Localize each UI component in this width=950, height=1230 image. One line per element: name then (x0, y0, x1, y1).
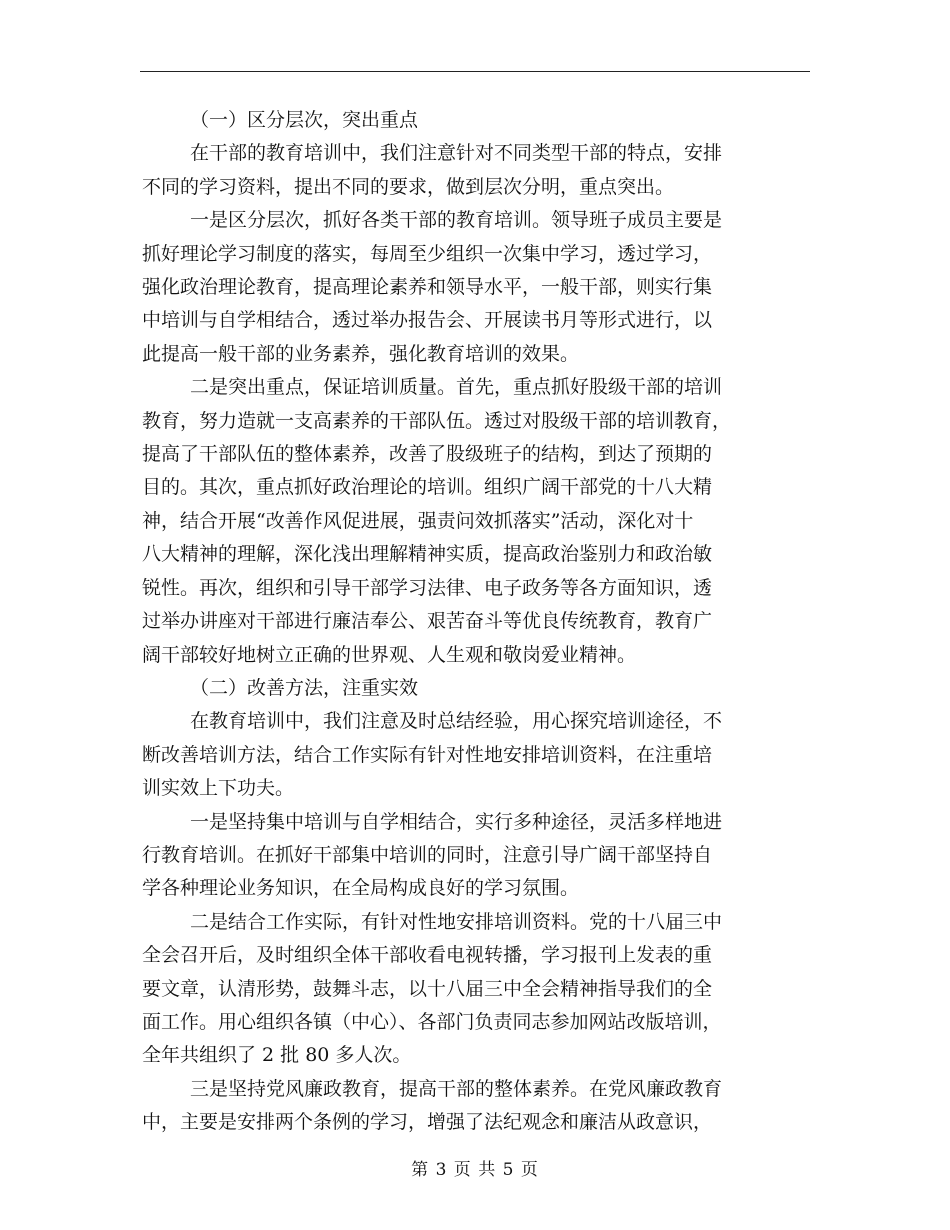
paragraph (142, 1073, 810, 1140)
header-rule (140, 71, 810, 72)
text-line: 在干部的教育培训中，我们注意针对不同类型干部的特点，安排 (190, 142, 723, 165)
section-heading-1: （一）区分层次，突出重点 (190, 109, 419, 131)
text-line: 八大精神的理解，深化浅出理解精神实质，提高政治鉴别力和政治敏 (142, 543, 713, 566)
text-line: 全年共组织了 2 批 80 多人次。 (142, 1044, 412, 1067)
text-line: 三是坚持党风廉政教育，提高干部的整体素养。在党风廉政教育 (190, 1077, 723, 1100)
text-line: 此提高一般干部的业务素养，强化教育培训的效果。 (142, 342, 580, 365)
text-line: 学各种理论业务知识，在全局构成良好的学习氛围。 (142, 877, 580, 900)
text-line: 要文章，认清形势，鼓舞斗志，以十八届三中全会精神指导我们的全 (142, 977, 713, 1000)
paragraph (142, 137, 810, 204)
text-line: 阔干部较好地树立正确的世界观、人生观和敬岗爱业精神。 (142, 643, 637, 666)
paragraph (142, 806, 810, 906)
paragraph (142, 906, 810, 1073)
text-line: 强化政治理论教育，提高理论素养和领导水平，一般干部，则实行集 (142, 276, 713, 299)
text-line: 锐性。再次，组织和引导干部学习法律、电子政务等各方面知识，透 (142, 576, 713, 599)
text-line: 行教育培训。在抓好干部集中培训的同时，注意引导广阔干部坚持自 (142, 843, 713, 866)
text-line: 训实效上下功夫。 (142, 777, 295, 800)
paragraph (142, 371, 810, 672)
text-line: 面工作。用心组织各镇（中心）、各部门负责同志参加网站改版培训， (142, 1010, 722, 1033)
text-line: 二是突出重点，保证培训质量。首先，重点抓好股级干部的培训 (190, 376, 723, 399)
section-heading-2: （二）改善方法，注重实效 (190, 676, 419, 699)
text-line: 在教育培训中，我们注意及时总结经验，用心探究培训途径，不 (190, 710, 723, 733)
text-line: 神，结合开展“改善作风促进展，强责问效抓落实”活动，深化对十 (142, 509, 694, 532)
text-line: 不同的学习资料，提出不同的要求，做到层次分明，重点突出。 (142, 175, 675, 198)
paragraph (142, 204, 810, 371)
text-line: 一是区分层次，抓好各类干部的教育培训。领导班子成员主要是 (190, 209, 723, 232)
text-line: 中培训与自学相结合，透过举办报告会、开展读书月等形式进行，以 (142, 309, 713, 332)
text-line: 一是坚持集中培训与自学相结合，实行多种途径，灵活多样地进 (190, 810, 723, 833)
document-body (142, 104, 810, 1140)
text-line: 断改善培训方法，结合工作实际有针对性地安排培训资料，在注重培 (142, 743, 713, 766)
text-line: 中，主要是安排两个条例的学习，增强了法纪观念和廉洁从政意识， (142, 1111, 713, 1134)
text-line: 目的。其次，重点抓好政治理论的培训。组织广阔干部党的十八大精 (142, 476, 713, 499)
paragraph (142, 705, 810, 805)
text-line: 过举办讲座对干部进行廉洁奉公、艰苦奋斗等优良传统教育，教育广 (142, 610, 713, 633)
text-line: 教育，努力造就一支高素养的干部队伍。透过对股级干部的培训教育， (142, 409, 732, 432)
text-line: 二是结合工作实际，有针对性地安排培训资料。党的十八届三中 (190, 910, 723, 933)
text-line: 抓好理论学习制度的落实，每周至少组织一次集中学习，透过学习， (142, 242, 713, 265)
page-number: 第 3 页 共 5 页 (411, 1160, 539, 1180)
text-line: 提高了干部队伍的整体素养，改善了股级班子的结构，到达了预期的 (142, 443, 713, 466)
text-line: 全会召开后，及时组织全体干部收看电视转播，学习报刊上发表的重 (142, 944, 713, 967)
